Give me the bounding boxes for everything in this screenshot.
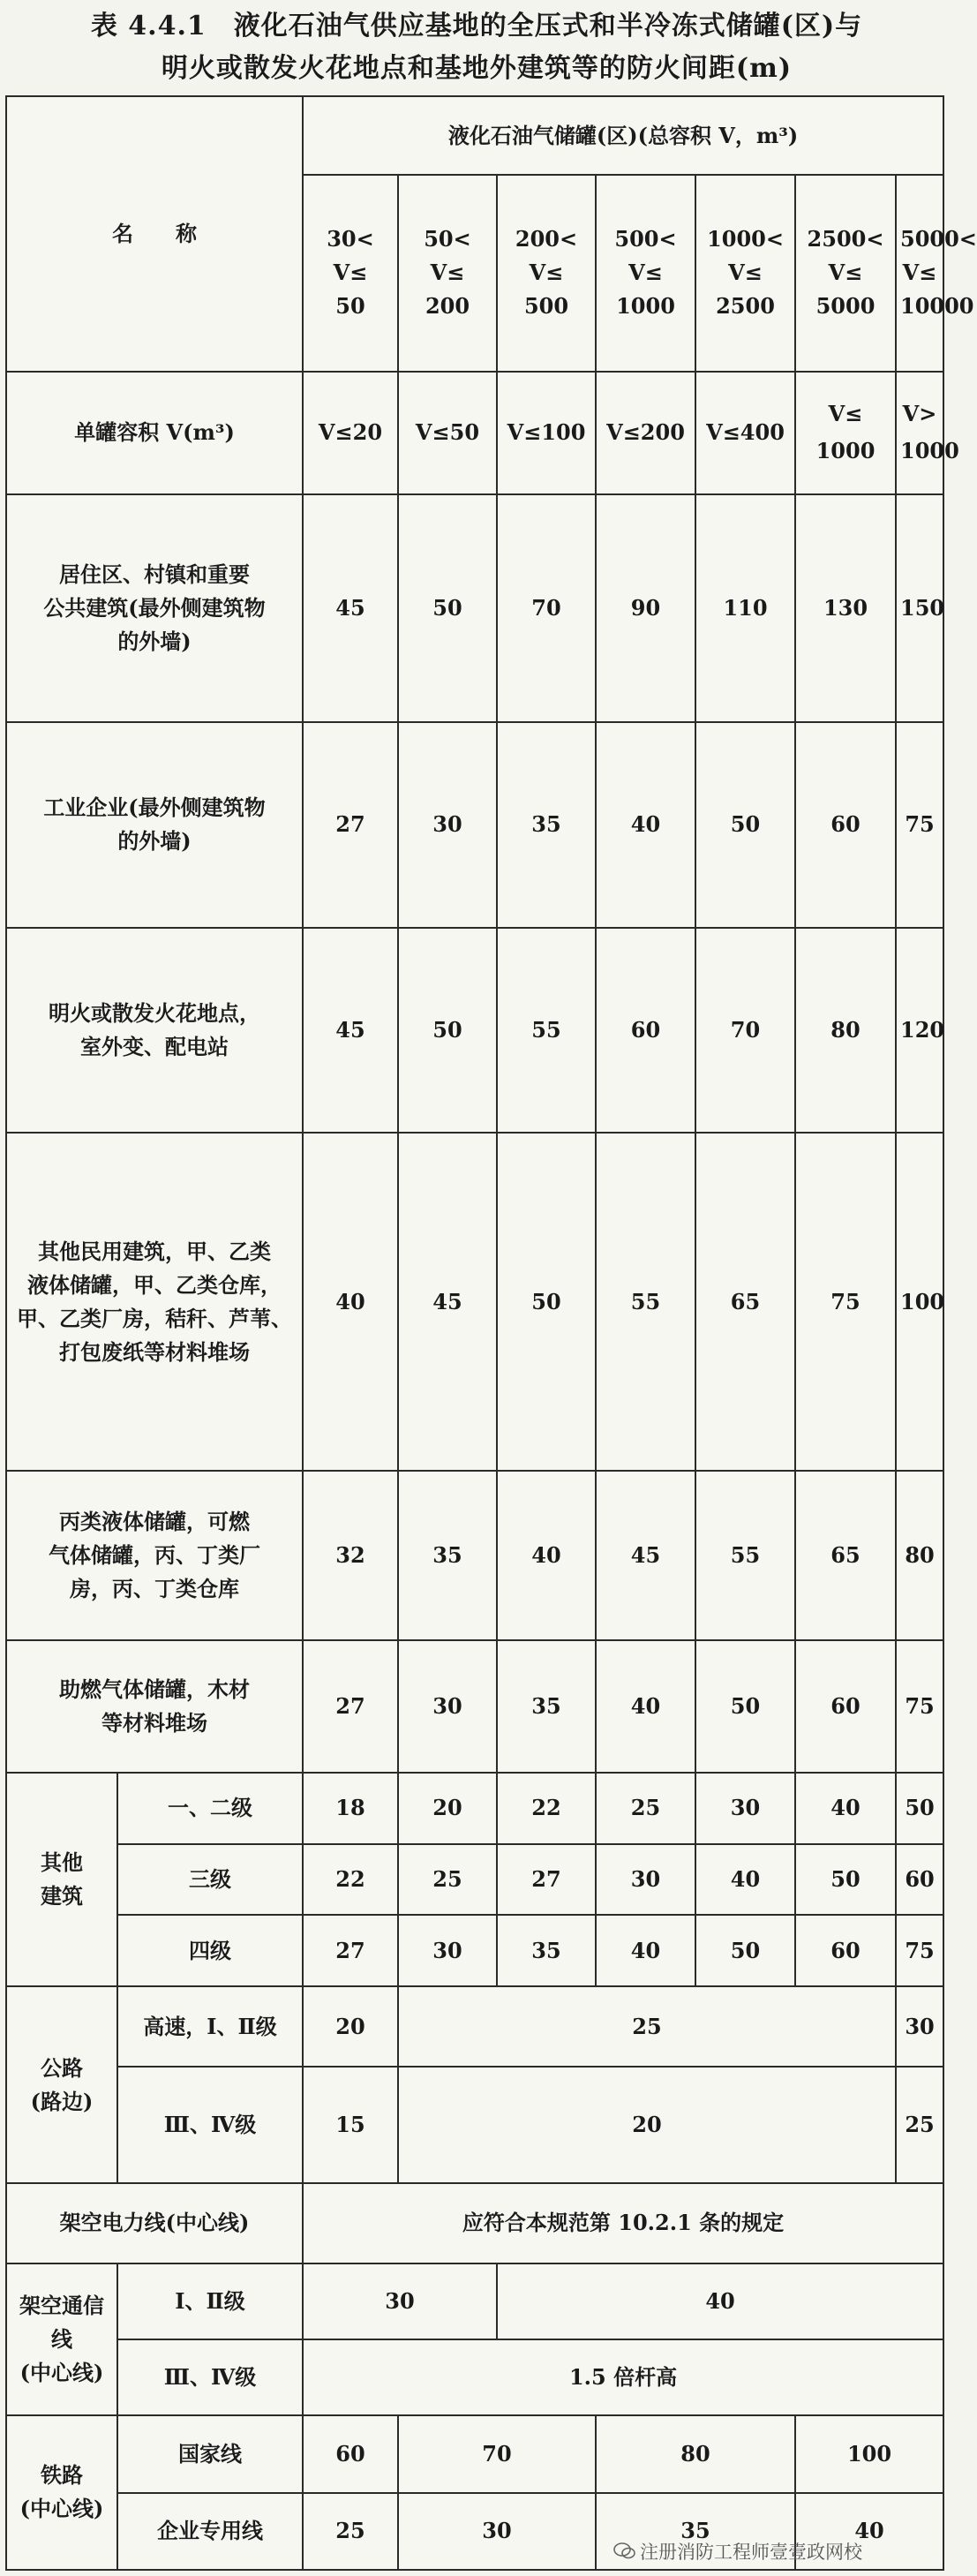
table-cell: 50: [795, 1844, 896, 1916]
table-row: [6, 2339, 943, 2415]
table-cell: 30: [398, 722, 497, 928]
fire-separation-table: [5, 95, 977, 2571]
table-cell: 45: [303, 494, 398, 722]
table-cell: 75: [896, 1915, 943, 1986]
table-cell: 25: [896, 2067, 943, 2183]
table-cell: 25: [303, 2493, 398, 2570]
table-cell: 30: [398, 2493, 596, 2570]
table-cell: 50: [695, 1915, 795, 1986]
range-header: 30< V≤ 50: [303, 175, 398, 372]
table-cell: 80: [896, 1471, 943, 1640]
table-cell: 18: [303, 1773, 398, 1844]
row-label: 工业企业(最外侧建筑物 的外墙): [6, 722, 303, 928]
table-row: [6, 1640, 943, 1773]
table-cell: V> 1000: [896, 372, 943, 495]
table-row: [6, 2415, 943, 2493]
table-cell: 35: [596, 2493, 795, 2570]
table-cell: 60: [795, 1915, 896, 1986]
row-label: 一、二级: [117, 1773, 303, 1844]
table-cell: 75: [896, 1640, 943, 1773]
table-cell: V≤200: [596, 372, 695, 495]
header-group-row: [6, 96, 943, 175]
title-line-2: 明火或散发火花地点和基地外建筑等的防火间距(m): [161, 53, 793, 84]
table-cell: 1.5 倍杆高: [303, 2339, 943, 2415]
table-cell: 50: [896, 1773, 943, 1844]
table-cell: V≤400: [695, 372, 795, 495]
table-cell: 30: [896, 1986, 943, 2067]
table-cell: 40: [795, 1773, 896, 1844]
name-header: 名 称: [6, 96, 303, 372]
table-cell: 80: [795, 928, 896, 1134]
table-cell: 65: [795, 1471, 896, 1640]
table-cell: 应符合本规范第 10.2.1 条的规定: [303, 2183, 943, 2263]
table-cell: 45: [303, 928, 398, 1134]
row-label: 企业专用线: [117, 2493, 303, 2570]
table-row: [6, 928, 943, 1134]
row-label: 四级: [117, 1915, 303, 1986]
table-row: [6, 1986, 943, 2067]
table-cell: 55: [596, 1133, 695, 1470]
table-cell: 50: [695, 1640, 795, 1773]
row-label: Ⅲ、Ⅳ级: [117, 2067, 303, 2183]
table-cell: 35: [497, 1640, 596, 1773]
table-cell: 130: [795, 494, 896, 722]
table-cell: 40: [596, 1915, 695, 1986]
row-label: 单罐容积 V(m³): [6, 372, 303, 495]
table-cell: 60: [795, 1640, 896, 1773]
table-cell: 60: [896, 1844, 943, 1916]
table-row: [6, 1915, 943, 1986]
row-label: 架空电力线(中心线): [6, 2183, 303, 2263]
table-cell: 100: [795, 2415, 943, 2493]
range-header: 1000< V≤ 2500: [695, 175, 795, 372]
table-cell: 25: [398, 1844, 497, 1916]
table-cell: 22: [497, 1773, 596, 1844]
table-cell: 70: [398, 2415, 596, 2493]
table-cell: 27: [303, 1915, 398, 1986]
row-label: 居住区、村镇和重要 公共建筑(最外侧建筑物 的外墙): [6, 494, 303, 722]
table-cell: 80: [596, 2415, 795, 2493]
table-row: [6, 2263, 943, 2339]
table-cell: 90: [596, 494, 695, 722]
watermark: [613, 2538, 862, 2565]
title-line-1: 表 4.4.1 液化石油气供应基地的全压式和半冷冻式储罐(区)与: [90, 11, 863, 41]
table-cell: 35: [497, 1915, 596, 1986]
table-cell: 150: [896, 494, 943, 722]
capacity-group-header: 液化石油气储罐(区)(总容积 V，m³): [303, 96, 943, 175]
table-cell: 40: [596, 722, 695, 928]
range-header: 50< V≤ 200: [398, 175, 497, 372]
table-cell: 30: [398, 1915, 497, 1986]
table-cell: V≤ 1000: [795, 372, 896, 495]
table-cell: 30: [303, 2263, 497, 2339]
table-row: [6, 1773, 943, 1844]
table-cell: 60: [596, 928, 695, 1134]
table-row: [6, 1471, 943, 1640]
table-cell: V≤20: [303, 372, 398, 495]
table-cell: 27: [497, 1844, 596, 1916]
range-header: 200< V≤ 500: [497, 175, 596, 372]
table-cell: 27: [303, 1640, 398, 1773]
table-cell: 55: [497, 928, 596, 1134]
row-label: 助燃气体储罐，木材 等材料堆场: [6, 1640, 303, 1773]
table-cell: 50: [497, 1133, 596, 1470]
table-cell: 20: [303, 1986, 398, 2067]
table-row: [6, 494, 943, 722]
table-cell: 65: [695, 1133, 795, 1470]
table-cell: 60: [795, 722, 896, 928]
table-row: [6, 2067, 943, 2183]
table-cell: 40: [596, 1640, 695, 1773]
table-cell: 75: [896, 722, 943, 928]
table-cell: 22: [303, 1844, 398, 1916]
railway-group: 铁路 (中心线): [6, 2415, 117, 2570]
range-header: 2500< V≤ 5000: [795, 175, 896, 372]
table-cell: V≤100: [497, 372, 596, 495]
roads-group: 公路 (路边): [6, 1986, 117, 2183]
table-cell: 32: [303, 1471, 398, 1640]
table-cell: 40: [497, 1471, 596, 1640]
table-cell: 20: [398, 2067, 896, 2183]
table-cell: 100: [896, 1133, 943, 1470]
table-cell: 50: [695, 722, 795, 928]
table-cell: 30: [695, 1773, 795, 1844]
table-cell: V≤50: [398, 372, 497, 495]
single-tank-row: [6, 372, 943, 495]
table-cell: 45: [398, 1133, 497, 1470]
range-header: 500< V≤ 1000: [596, 175, 695, 372]
table-row: [6, 2183, 943, 2263]
comm-line-group: 架空通信线 (中心线): [6, 2263, 117, 2415]
table-row: [6, 1133, 943, 1470]
table-cell: 27: [303, 722, 398, 928]
table-cell: 30: [398, 1640, 497, 1773]
table-cell: 20: [398, 1773, 497, 1844]
row-label: 明火或散发火花地点， 室外变、配电站: [6, 928, 303, 1134]
table-cell: 40: [497, 2263, 943, 2339]
table-cell: 45: [596, 1471, 695, 1640]
row-label: 国家线: [117, 2415, 303, 2493]
table-title: [0, 0, 953, 90]
table-cell: 25: [596, 1773, 695, 1844]
row-label: 丙类液体储罐，可燃 气体储罐，丙、丁类厂 房，丙、丁类仓库: [6, 1471, 303, 1640]
table-cell: 55: [695, 1471, 795, 1640]
row-label: Ⅰ、Ⅱ级: [117, 2263, 303, 2339]
table-cell: 50: [398, 928, 497, 1134]
table-cell: 40: [303, 1133, 398, 1470]
other-buildings-group: 其他 建筑: [6, 1773, 117, 1987]
chat-bubble-icon: [613, 2542, 636, 2565]
table-cell: 35: [398, 1471, 497, 1640]
table-cell: 25: [398, 1986, 896, 2067]
row-label: 高速，Ⅰ、Ⅱ级: [117, 1986, 303, 2067]
table-row: [6, 722, 943, 928]
table-row: [6, 1844, 943, 1916]
table-cell: 15: [303, 2067, 398, 2183]
table-cell: 30: [596, 1844, 695, 1916]
table-cell: 40: [795, 2493, 943, 2570]
table-cell: 75: [795, 1133, 896, 1470]
row-label: 三级: [117, 1844, 303, 1916]
watermark-text: 注册消防工程师壹壹政网校: [640, 2542, 862, 2563]
range-header: 5000< V≤ 10000: [896, 175, 943, 372]
row-label: Ⅲ、Ⅳ级: [117, 2339, 303, 2415]
table-cell: 70: [695, 928, 795, 1134]
table-cell: 60: [303, 2415, 398, 2493]
table-cell: 110: [695, 494, 795, 722]
table-cell: 40: [695, 1844, 795, 1916]
table-cell: 120: [896, 928, 943, 1134]
table-cell: 50: [398, 494, 497, 722]
row-label: 其他民用建筑，甲、乙类 液体储罐，甲、乙类仓库， 甲、乙类厂房，秸秆、芦苇、 打包废纸等材料堆场: [6, 1133, 303, 1470]
table-cell: 35: [497, 722, 596, 928]
table-cell: 70: [497, 494, 596, 722]
